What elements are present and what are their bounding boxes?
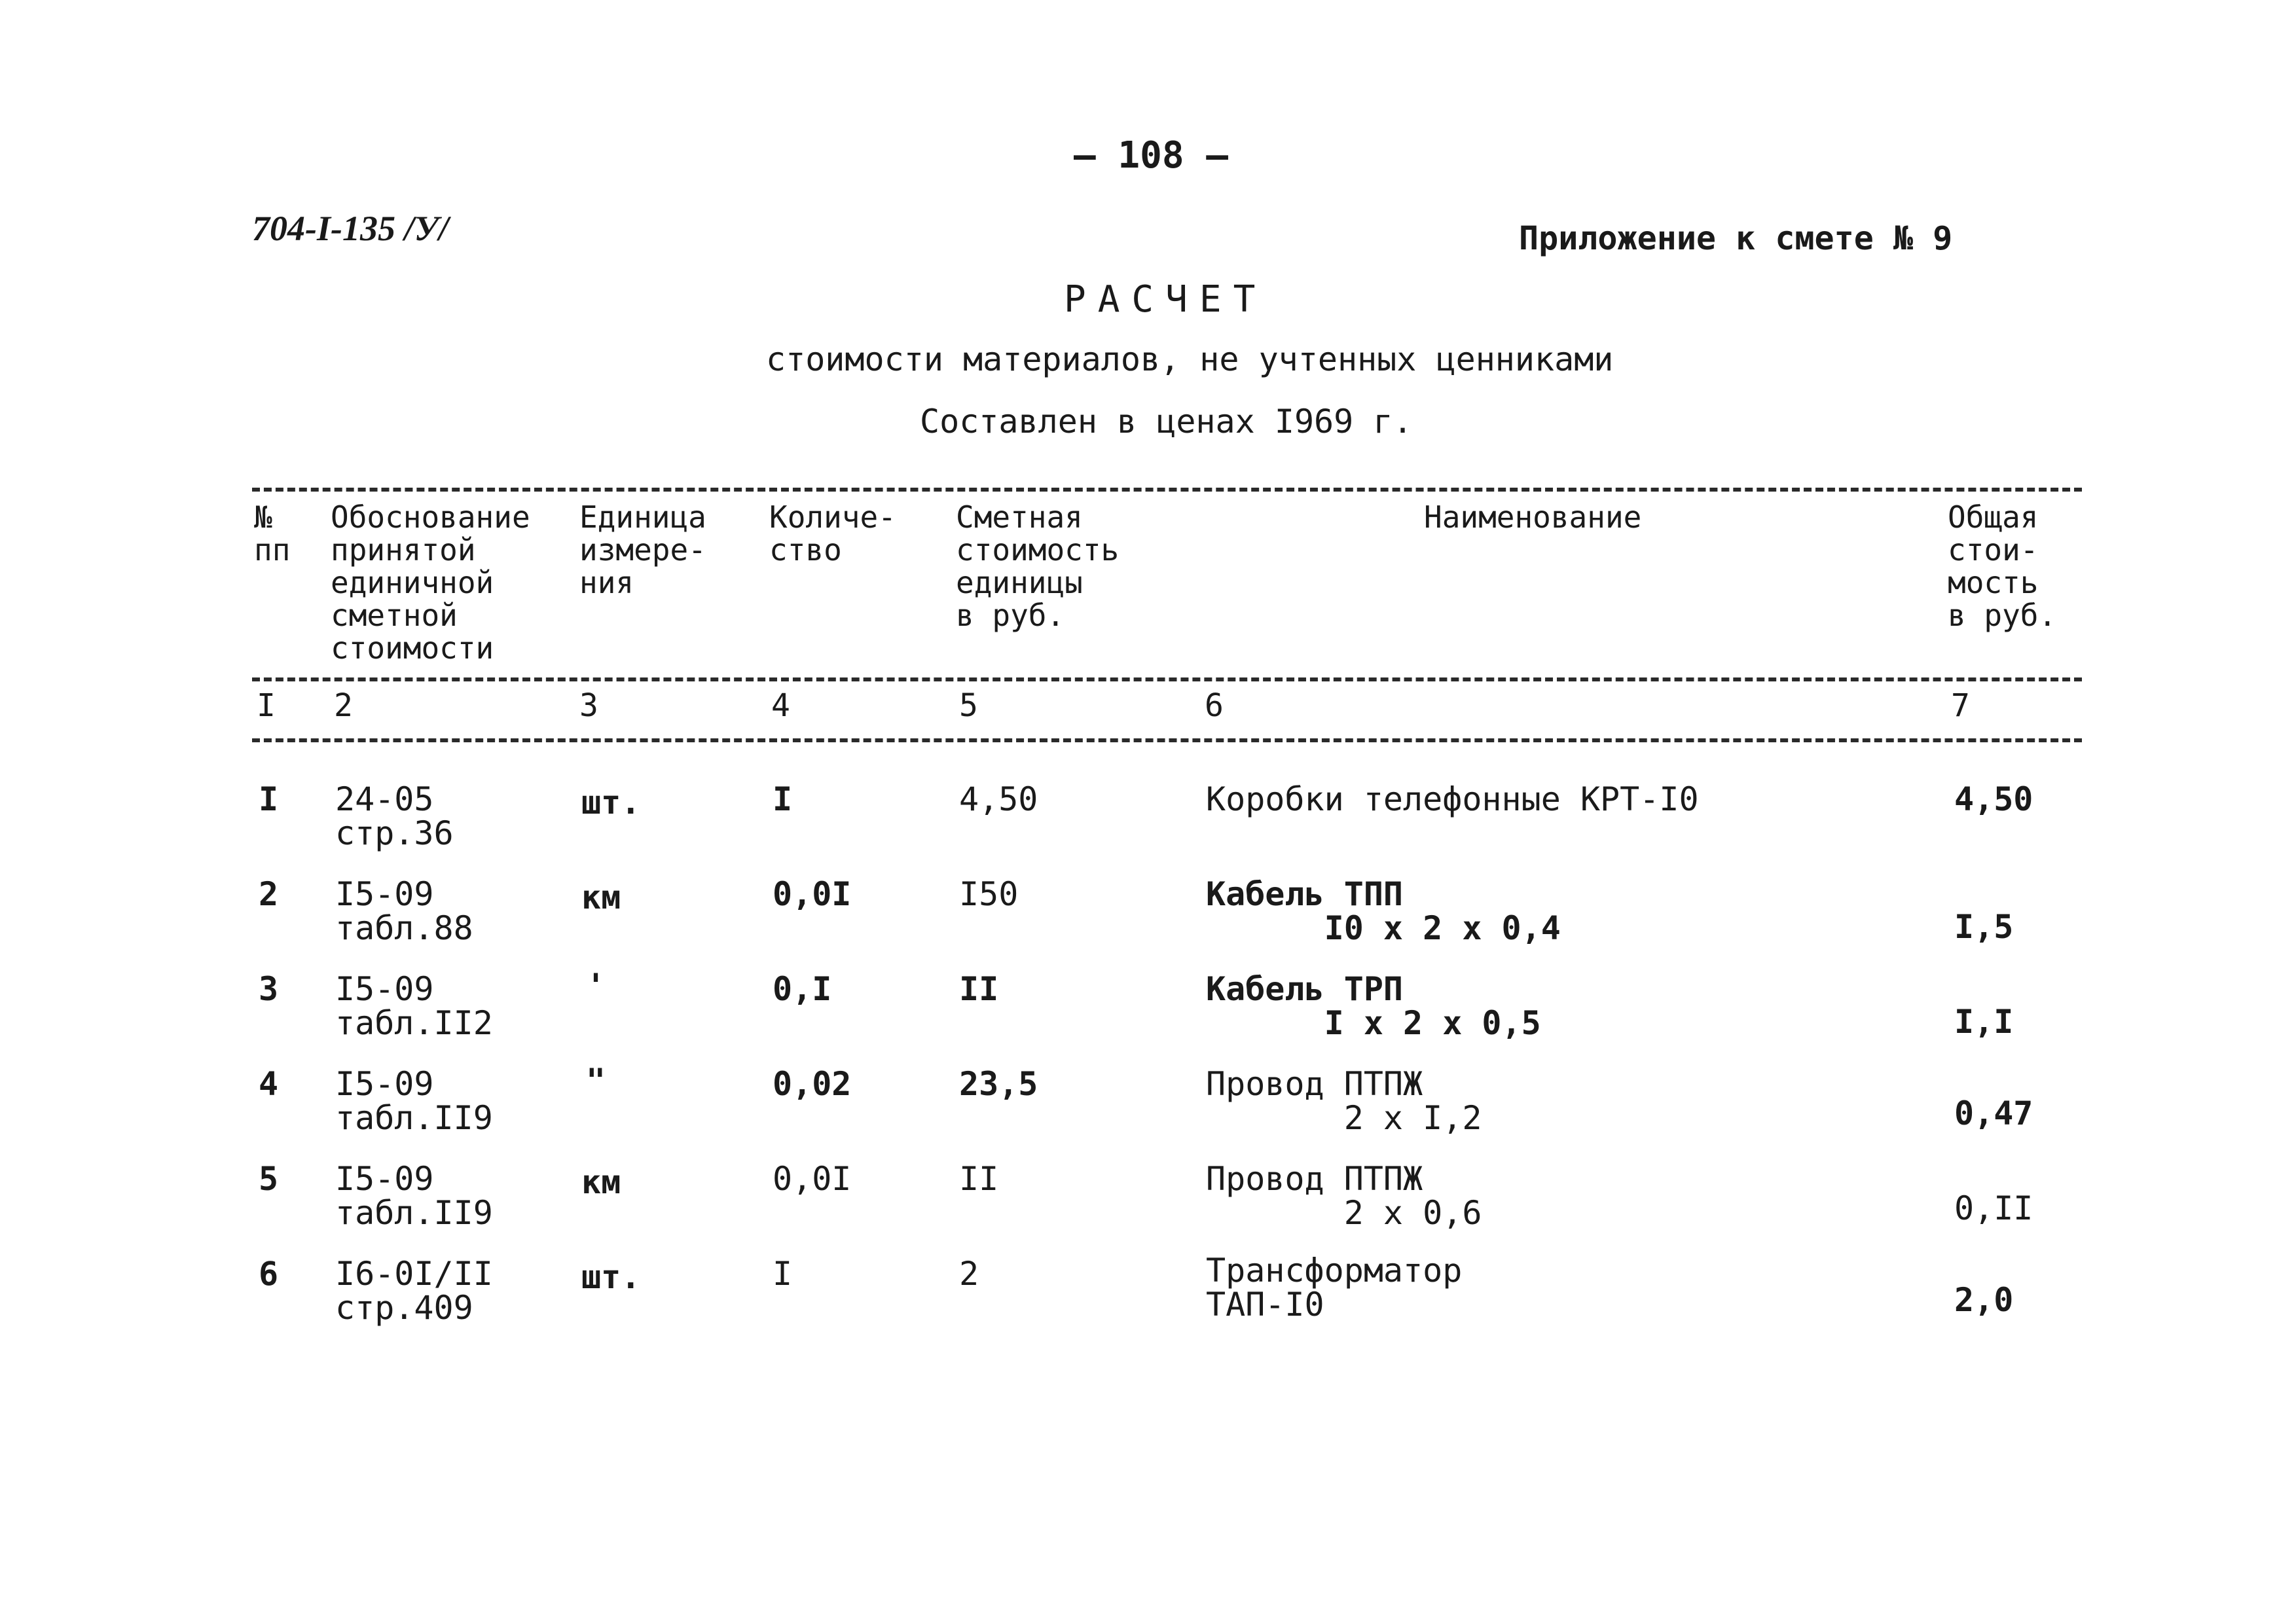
column-number: I xyxy=(257,687,276,724)
row-unit-cost: II xyxy=(959,970,999,1008)
column-numbers-rule xyxy=(252,738,2082,742)
header-total-cost: Общая стои- мость в руб. xyxy=(1948,499,2057,633)
table-top-rule xyxy=(252,488,2082,492)
row-name: Трансформатор ТАП-I0 xyxy=(1206,1252,1463,1324)
column-number: 6 xyxy=(1205,687,1224,724)
row-unit: ' xyxy=(586,967,606,1005)
row-unit: " xyxy=(586,1062,606,1100)
row-name: Провод ПТПЖ 2 х 0,6 xyxy=(1206,1160,1482,1232)
row-name: Кабель ТПП I0 х 2 х 0,4 xyxy=(1206,875,1561,947)
price-basis-note: Составлен в ценах I969 г. xyxy=(920,403,1413,441)
column-number: 7 xyxy=(1951,687,1970,724)
row-total: I,5 xyxy=(1954,908,2014,946)
row-number: I xyxy=(259,780,279,818)
row-name: Кабель ТРП I х 2 х 0,5 xyxy=(1206,970,1541,1042)
row-basis: I6-0I/II стр.409 xyxy=(335,1255,493,1327)
row-basis: 24-05 стр.36 xyxy=(335,780,454,852)
document-code: 704-I-135 /У/ xyxy=(252,209,449,248)
row-quantity: 0,0I xyxy=(773,875,852,913)
row-quantity: I xyxy=(773,1255,793,1293)
header-basis: Обоснование принятой единичной сметной стоимости xyxy=(331,499,530,666)
row-quantity: 0,0I xyxy=(773,1160,852,1198)
header-number: № пп xyxy=(254,499,291,568)
header-name: Наименование xyxy=(1424,499,1642,535)
row-unit: км xyxy=(581,878,621,916)
row-number: 5 xyxy=(259,1160,279,1198)
row-basis: I5-09 табл.II9 xyxy=(335,1065,493,1137)
row-quantity: 0,I xyxy=(773,970,832,1008)
column-number: 5 xyxy=(959,687,978,724)
row-unit: шт. xyxy=(581,784,641,821)
row-unit-cost: 23,5 xyxy=(959,1065,1038,1103)
row-total: 4,50 xyxy=(1954,780,2033,818)
row-unit-cost: 4,50 xyxy=(959,780,1038,818)
column-number: 4 xyxy=(771,687,790,724)
header-quantity: Количе- ство xyxy=(769,499,896,568)
document-title: РАСЧЕТ xyxy=(1064,278,1267,321)
row-unit: км xyxy=(581,1163,621,1201)
column-number: 2 xyxy=(334,687,353,724)
row-name: Коробки телефонные КРТ-I0 xyxy=(1206,780,1699,818)
row-basis: I5-09 табл.II2 xyxy=(335,970,493,1042)
row-basis: I5-09 табл.II9 xyxy=(335,1160,493,1232)
header-bottom-rule xyxy=(252,677,2082,681)
row-unit-cost: I50 xyxy=(959,875,1019,913)
document-subtitle: стоимости материалов, не учтенных ценниками xyxy=(766,340,1614,378)
row-unit-cost: 2 xyxy=(959,1255,979,1293)
row-quantity: I xyxy=(773,780,793,818)
appendix-label: Приложение к смете № 9 xyxy=(1519,219,1953,257)
row-unit: шт. xyxy=(581,1258,641,1296)
row-total: 0,II xyxy=(1954,1189,2033,1227)
header-unit-cost: Сметная стоимость единицы в руб. xyxy=(956,499,1120,633)
row-quantity: 0,02 xyxy=(773,1065,852,1103)
column-number: 3 xyxy=(579,687,598,724)
row-unit-cost: II xyxy=(959,1160,999,1198)
row-total: I,I xyxy=(1954,1003,2014,1041)
row-number: 2 xyxy=(259,875,279,913)
row-total: 0,47 xyxy=(1954,1094,2033,1132)
row-number: 4 xyxy=(259,1065,279,1103)
row-basis: I5-09 табл.88 xyxy=(335,875,473,947)
row-number: 6 xyxy=(259,1255,279,1293)
header-unit: Единица измере- ния xyxy=(579,499,706,600)
row-total: 2,0 xyxy=(1954,1281,2014,1319)
row-number: 3 xyxy=(259,970,279,1008)
row-name: Провод ПТПЖ 2 х I,2 xyxy=(1206,1065,1482,1137)
page-number: — 108 — xyxy=(1074,134,1229,177)
